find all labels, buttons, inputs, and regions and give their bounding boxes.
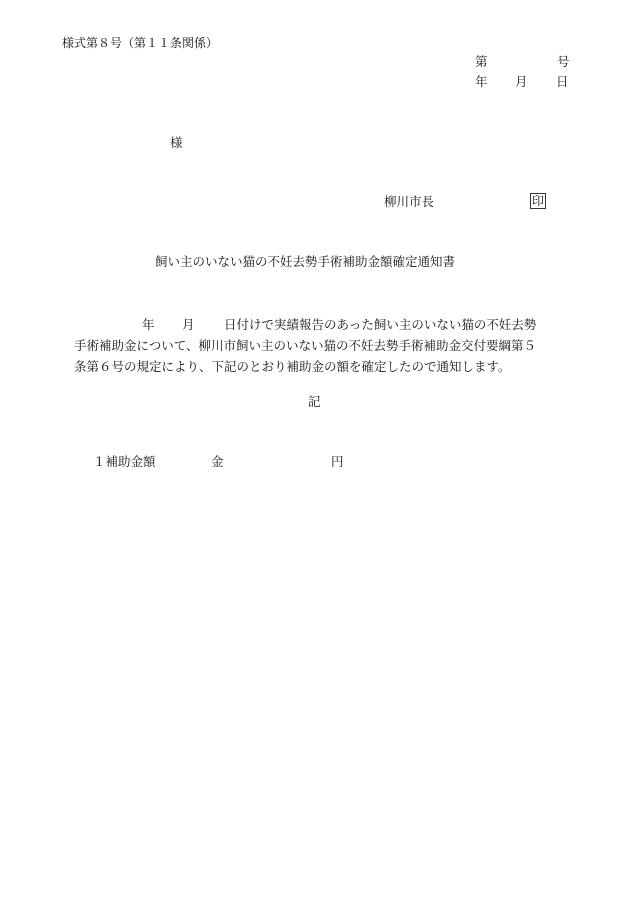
- amount-yen: 円: [331, 454, 344, 469]
- date-month-label: 月: [515, 74, 528, 89]
- recipient-honorific: 様: [170, 135, 183, 150]
- form-number: 様式第８号（第１１条関係）: [62, 36, 219, 50]
- body-line-3: 条第６号の規定により、下記のとおり補助金の額を確定したので通知します。: [74, 359, 511, 374]
- ki-heading: 記: [308, 394, 321, 409]
- body-paragraph: [74, 314, 574, 377]
- amount-label: １補助金額: [93, 454, 156, 469]
- amount-kin: 金: [211, 454, 224, 469]
- document-number-suffix: 号: [557, 54, 570, 69]
- body-month-label: 月: [182, 317, 195, 332]
- notice-title: 飼い主のいない猫の不妊去勢手術補助金額確定通知書: [155, 254, 456, 269]
- seal-mark: 印: [532, 194, 545, 208]
- body-line-1-text: 日付けで実績報告のあった飼い主のいない猫の不妊去勢: [224, 317, 537, 332]
- body-line-1: [74, 314, 574, 335]
- body-line-2: 手術補助金について、柳川市飼い主のいない猫の不妊去勢手術補助金交付要綱第５: [74, 338, 537, 353]
- date-year-label: 年: [475, 74, 488, 89]
- date-day-label: 日: [556, 74, 569, 89]
- document-number-prefix: 第: [475, 54, 488, 69]
- issuer-title: 柳川市長: [384, 194, 435, 209]
- body-year-label: 年: [142, 317, 155, 332]
